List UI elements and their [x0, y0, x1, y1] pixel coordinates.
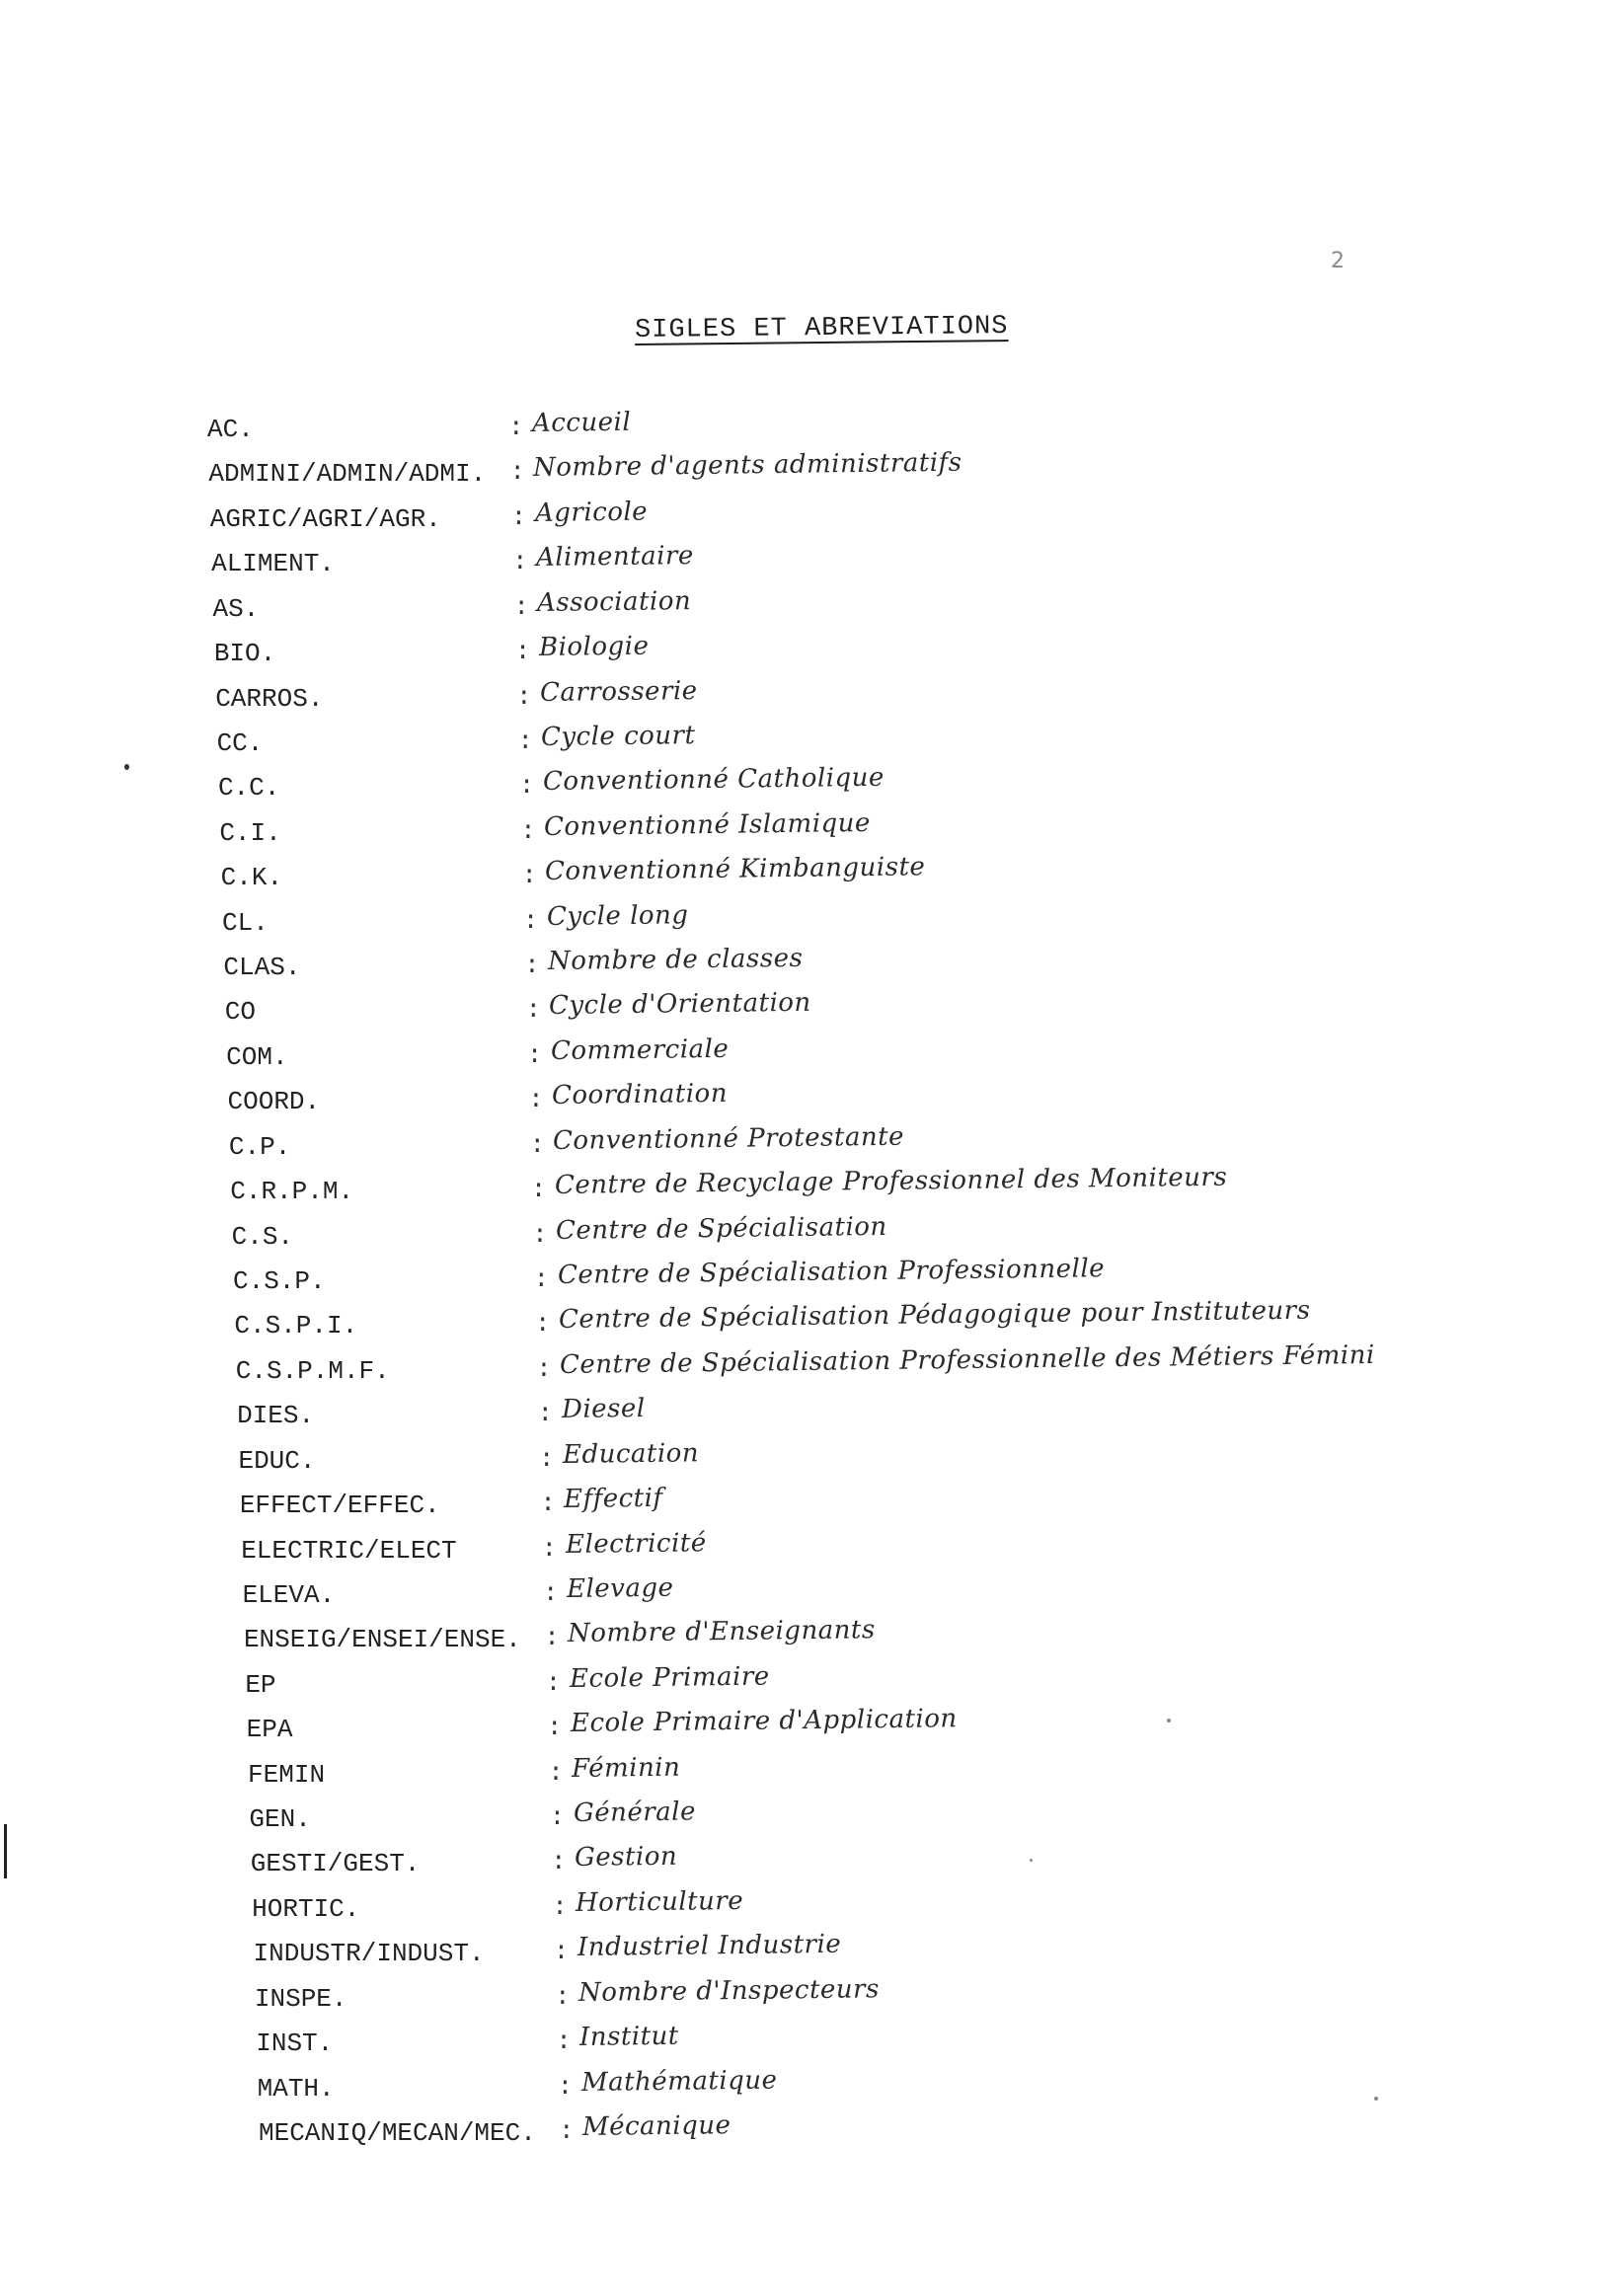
abbreviation-separator: : [520, 815, 536, 846]
abbreviation-definition: Centre de Spécialisation Professionnelle des Métiers Fémini [559, 1339, 1376, 1380]
abbreviation-term: EFFECT/EFFEC. [239, 1491, 440, 1521]
abbreviation-term: EDUC. [238, 1445, 316, 1476]
abbreviation-definition: Commerciale [550, 1033, 730, 1066]
abbreviation-term: C.K. [220, 863, 283, 893]
abbreviation-term: EP [245, 1669, 276, 1700]
abbreviation-separator: : [554, 1981, 571, 2012]
abbreviation-term: MATH. [257, 2073, 335, 2104]
abbreviation-definition: Accueil [531, 407, 632, 438]
abbreviation-separator: : [526, 1039, 543, 1070]
abbreviation-term: C.S.P.I. [234, 1311, 358, 1341]
abbreviation-separator: : [557, 2071, 574, 2102]
abbreviation-separator: : [529, 1129, 546, 1160]
abbreviation-separator: : [540, 1489, 556, 1519]
abbreviation-definition: Education [562, 1437, 700, 1470]
abbreviation-separator: : [517, 726, 533, 756]
abbreviation-term: C.S. [231, 1221, 294, 1252]
abbreviation-term: CC. [216, 727, 264, 758]
page-number: 2 [1331, 249, 1345, 273]
abbreviation-definition: Association [537, 585, 692, 618]
abbreviation-separator: : [522, 905, 539, 936]
abbreviation-term: C.S.P. [233, 1266, 326, 1296]
abbreviation-definition: Mécanique [581, 2110, 732, 2142]
abbreviation-separator: : [534, 1309, 551, 1339]
abbreviation-separator: : [553, 1937, 570, 1967]
abbreviation-term: C.S.P.M.F. [235, 1355, 390, 1386]
abbreviation-term: CARROS. [215, 683, 324, 714]
abbreviation-definition: Nombre de classes [547, 943, 804, 977]
abbreviation-definition: Cycle d'Orientation [549, 988, 812, 1022]
abbreviation-separator: : [552, 1891, 568, 1922]
abbreviation-separator: : [542, 1577, 559, 1608]
abbreviation-definition: Carrosserie [539, 675, 698, 708]
abbreviation-separator: : [556, 2027, 572, 2057]
abbreviation-separator: : [536, 1353, 552, 1384]
abbreviation-separator: : [528, 1085, 544, 1115]
abbreviation-definition: Conventionné Kimbanguiste [545, 852, 926, 887]
abbreviation-term: GESTI/GEST. [250, 1849, 421, 1879]
abbreviation-term: ELECTRIC/ELECT [241, 1535, 457, 1566]
abbreviation-term: ENSEIG/ENSEI/ENSE. [243, 1625, 521, 1655]
abbreviation-definition: Biologie [538, 631, 650, 663]
abbreviation-definition: Agricole [534, 497, 648, 528]
scan-speck [1030, 1859, 1033, 1862]
abbreviation-term: C.P. [228, 1131, 291, 1162]
abbreviation-definition: Gestion [574, 1842, 678, 1874]
abbreviation-definition: Electricité [565, 1527, 707, 1560]
abbreviation-separator: : [537, 1399, 554, 1429]
abbreviation-separator: : [548, 1757, 564, 1788]
abbreviation-definition: Nombre d'Inspecteurs [578, 1974, 881, 2008]
abbreviation-definition: Conventionné Islamique [543, 807, 872, 842]
page-title: SIGLES ET ABREVIATIONS [634, 312, 1009, 345]
abbreviation-separator: : [550, 1847, 567, 1877]
abbreviation-term: HORTIC. [252, 1893, 360, 1924]
abbreviation-separator: : [508, 413, 524, 442]
abbreviation-definition: Ecole Primaire [569, 1661, 770, 1694]
abbreviation-separator: : [544, 1623, 560, 1653]
abbreviation-term: C.I. [219, 817, 281, 848]
abbreviation-definition: Ecole Primaire d'Application [570, 1704, 958, 1739]
abbreviation-definition: Générale [573, 1797, 696, 1829]
abbreviation-definition: Institut [579, 2021, 680, 2053]
abbreviation-definition: Horticulture [576, 1885, 744, 1918]
abbreviation-term: ADMINI/ADMIN/ADMI. [208, 459, 487, 490]
abbreviation-term: COM. [226, 1041, 288, 1072]
abbreviation-definition: Industriel Industrie [577, 1930, 842, 1963]
abbreviation-definition: Centre de Spécialisation Pédagogique pour Instituteurs [558, 1296, 1311, 1336]
scan-speck [124, 764, 129, 770]
abbreviation-term: AGRIC/AGRI/AGR. [209, 503, 441, 534]
abbreviation-term: FEMIN [248, 1759, 326, 1790]
abbreviation-separator: : [532, 1219, 548, 1250]
abbreviation-separator: : [509, 457, 525, 488]
abbreviation-definition: Centre de Recyclage Professionnel des Moniteurs [554, 1162, 1228, 1201]
abbreviation-separator: : [530, 1175, 547, 1205]
abbreviation-term: DIES. [237, 1401, 315, 1431]
abbreviation-term: INSPE. [254, 1983, 347, 2014]
scan-speck [1374, 2097, 1378, 2101]
abbreviation-term: C.C. [217, 773, 280, 804]
abbreviation-separator: : [518, 771, 535, 802]
abbreviation-separator: : [525, 995, 542, 1026]
abbreviation-term: ELEVA. [242, 1579, 336, 1610]
abbreviation-separator: : [514, 637, 531, 667]
abbreviation-definition: Conventionné Protestante [553, 1121, 905, 1156]
abbreviation-definition: Cycle court [541, 721, 697, 752]
abbreviation-separator: : [521, 861, 538, 891]
abbreviation-definition: Nombre d'agents administratifs [533, 448, 963, 484]
abbreviation-separator: : [510, 501, 527, 532]
abbreviation-separator: : [549, 1802, 566, 1833]
abbreviation-term: CL. [222, 907, 269, 938]
abbreviation-definition: Elevage [566, 1572, 674, 1604]
abbreviation-definition: Nombre d'Enseignants [568, 1615, 877, 1649]
abbreviation-separator: : [516, 681, 532, 712]
abbreviation-definition: Effectif [564, 1483, 663, 1515]
abbreviation-term: ALIMENT. [211, 549, 335, 579]
abbreviation-separator: : [559, 2116, 575, 2146]
abbreviation-separator: : [524, 951, 540, 981]
abbreviation-term: CLAS. [223, 953, 301, 983]
abbreviation-separator: : [513, 591, 529, 622]
abbreviation-term: CO [224, 997, 256, 1028]
abbreviation-separator: : [538, 1443, 555, 1474]
abbreviation-term: COORD. [227, 1087, 321, 1117]
abbreviation-term: EPA [246, 1715, 293, 1745]
abbreviation-separator: : [533, 1264, 550, 1294]
abbreviation-term: GEN. [249, 1804, 311, 1835]
abbreviation-definition: Alimentaire [535, 541, 694, 574]
abbreviation-term: MECANIQ/MECAN/MEC. [259, 2118, 536, 2148]
abbreviation-definition: Centre de Spécialisation [555, 1211, 888, 1246]
abbreviation-definition: Diesel [561, 1394, 646, 1425]
abbreviation-term: C.R.P.M. [230, 1177, 354, 1207]
abbreviation-definition: Mathématique [580, 2065, 778, 2098]
abbreviation-definition: Féminin [572, 1752, 681, 1784]
scan-speck [1167, 1719, 1171, 1722]
abbreviation-separator: : [512, 547, 528, 577]
abbreviation-term: AC. [207, 415, 254, 444]
abbreviation-separator: : [545, 1667, 562, 1698]
abbreviation-separator: : [541, 1533, 558, 1564]
scan-edge-mark [4, 1824, 7, 1878]
abbreviation-term: BIO. [213, 639, 276, 669]
abbreviation-definition: Conventionné Catholique [542, 763, 885, 798]
abbreviation-definition: Centre de Spécialisation Professionnelle [557, 1254, 1105, 1290]
abbreviation-term: INST. [256, 2028, 334, 2059]
abbreviation-separator: : [546, 1713, 563, 1743]
abbreviation-term: INDUSTR/INDUST. [253, 1939, 485, 1969]
abbreviation-term: AS. [212, 593, 260, 624]
abbreviation-definition: Cycle long [546, 899, 689, 932]
abbreviation-definition: Coordination [551, 1079, 729, 1111]
